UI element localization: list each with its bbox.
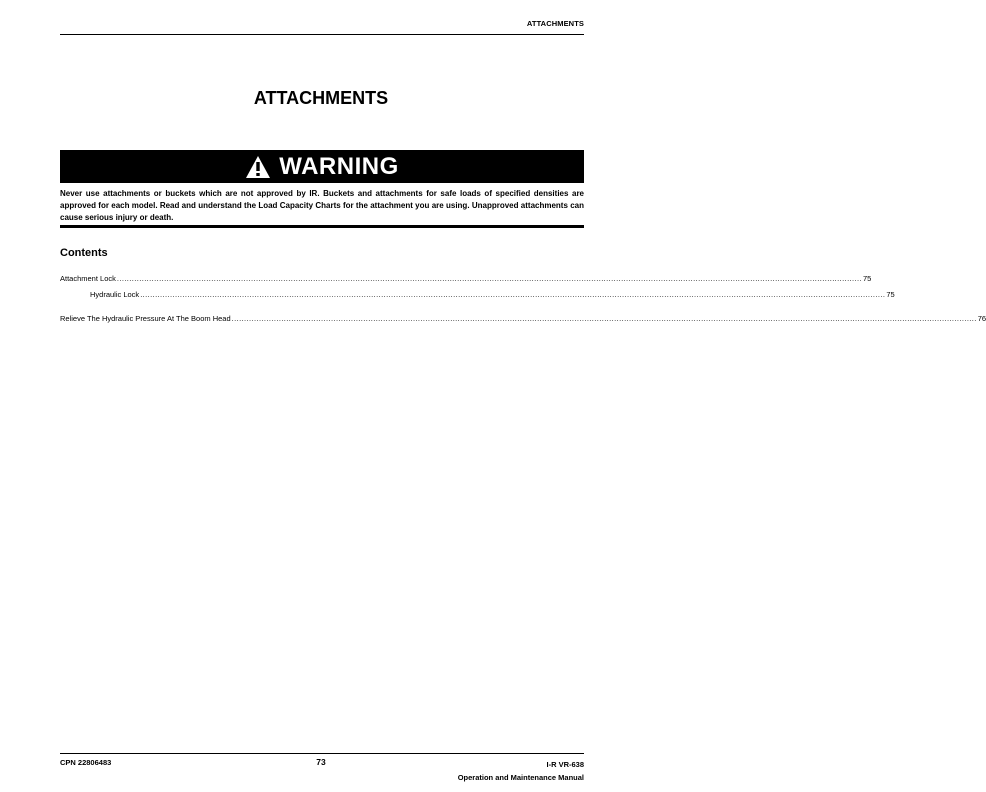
toc-entry[interactable] xyxy=(60,314,986,326)
toc-entry-page[interactable]: 75 xyxy=(886,290,895,299)
toc-entry-title[interactable]: Attachment Lock xyxy=(60,274,116,283)
footer-model: I-R VR-638 xyxy=(546,760,584,769)
footer-divider xyxy=(60,753,584,754)
warning-divider xyxy=(60,225,584,228)
warning-label: WARNING xyxy=(279,152,399,180)
toc-entry[interactable] xyxy=(90,290,895,302)
warning-triangle-icon xyxy=(245,155,271,179)
warning-banner xyxy=(60,150,584,183)
page-title: ATTACHMENTS xyxy=(253,88,389,108)
contents-heading: Contents xyxy=(60,247,108,259)
toc-entry-title[interactable]: Relieve The Hydraulic Pressure At The Boom Head xyxy=(60,314,231,323)
footer-page-number: 73 xyxy=(316,757,326,767)
footer-manual-info xyxy=(458,758,584,784)
header-section-label: ATTACHMENTS xyxy=(526,19,584,28)
header-divider xyxy=(60,34,584,35)
footer-manual-title: Operation and Maintenance Manual xyxy=(457,773,584,782)
toc-leader-dots: ............................................................................................................................................................................................................................................................................................................ xyxy=(116,274,862,283)
toc-entry-title[interactable]: Hydraulic Lock xyxy=(90,290,140,299)
toc-leader-dots: ............................................................................................................................................................................................................................................................................................................ xyxy=(231,314,977,323)
warning-message: Never use attachments or buckets which are not approved by IR. Buckets and attachments for safe loads of specified densities are approved for each model. Read and understand the Load Capacity Charts for the attachment you are using. Unapproved attachments can cause serious injury or death. xyxy=(60,189,584,223)
toc-entry[interactable] xyxy=(60,274,872,286)
toc-entry-page[interactable]: 76 xyxy=(977,314,986,323)
toc-leader-dots: ............................................................................................................................................................................................................................................................................................................ xyxy=(140,290,886,299)
toc-entry-page[interactable]: 75 xyxy=(863,274,872,283)
footer-part-number: CPN 22806483 xyxy=(60,758,112,767)
